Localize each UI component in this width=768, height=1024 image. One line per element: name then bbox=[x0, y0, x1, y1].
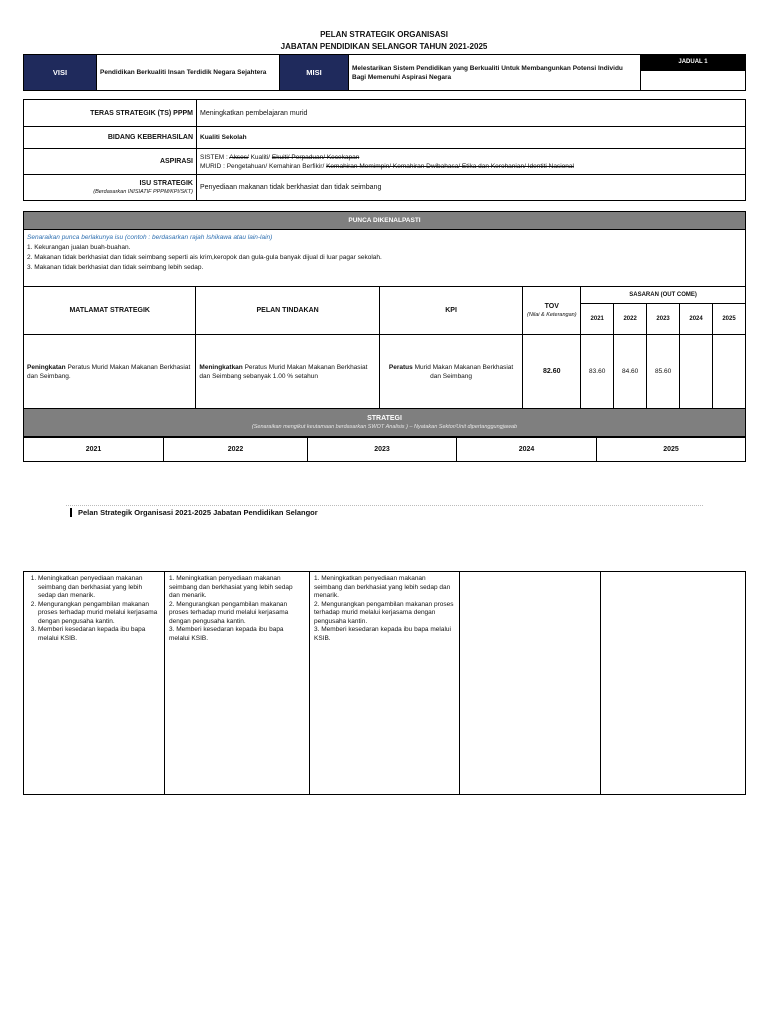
strategy-item: 3. Memberi kesedaran kepada ibu bapa melalui KSIB. bbox=[38, 626, 160, 643]
strategy-item: 2. Mengurangkan pengambilan makanan proses terhadap murid melalui kerjasama dengan pengusaha kantin. bbox=[314, 600, 454, 625]
target-year: 2021 bbox=[581, 304, 614, 335]
kpi-value: Peratus Murid Makan Makanan Berkhasiat dan Seimbang bbox=[379, 335, 523, 409]
strategi-header-cell bbox=[24, 409, 746, 437]
bidang-value: Kualiti Sekolah bbox=[197, 127, 746, 149]
strategy-item: 2. Mengurangkan pengambilan makanan proses terhadap murid melalui kerjasama dengan pengusaha kantin. bbox=[38, 601, 160, 627]
strategi-year: 2024 bbox=[457, 438, 597, 462]
page-footer: Pelan Strategik Organisasi 2021-2025 Jabatan Pendidikan Selangor bbox=[70, 508, 318, 517]
col-pelan: PELAN TINDAKAN bbox=[196, 287, 379, 335]
target-year: 2023 bbox=[647, 304, 680, 335]
strategy-item: 1. Meningkatkan penyediaan makanan seimbang dan berkhasiat yang lebih sedap dan menarik. bbox=[38, 575, 160, 601]
strategy-item: 2. Mengurangkan pengambilan makanan proses terhadap murid melalui kerjasama dengan pengusaha kantin. bbox=[169, 600, 289, 625]
punca-item: 1. Kekurangan jualan buah-buahan. bbox=[27, 244, 131, 251]
isu-value: Penyediaan makanan tidak berkhasiat dan tidak seimbang bbox=[197, 175, 746, 201]
col-kpi: KPI bbox=[379, 287, 523, 335]
strategi-year: 2021 bbox=[24, 438, 164, 462]
isu-sub: (Berdasarkan INISIATIF PPPM/KPI/SKT) bbox=[93, 188, 193, 195]
strategi-sub: (Senaraikan mengikut keutamaan berdasarkan SWOT Analisis ) – Nyatakan Sektor/Unit dipertanggungjawab bbox=[251, 423, 518, 430]
teras-label: TERAS STRATEGIK (TS) PPPM bbox=[24, 100, 197, 127]
info-table bbox=[23, 99, 746, 201]
isu-label: ISU STRATEGIK bbox=[139, 179, 193, 187]
strategy-detail-table bbox=[23, 571, 746, 795]
punca-item: 2. Makanan tidak berkhasiat dan tidak seimbang seperti ais krim,keropok dan gula-gula banyak dijual di luar pagar sekolah. bbox=[27, 254, 382, 261]
col-matlamat: MATLAMAT STRATEGIK bbox=[24, 287, 196, 335]
strategy-2023 bbox=[310, 572, 460, 795]
strategy-item: 1. Meningkatkan penyediaan makanan seimbang dan berkhasiat yang lebih sedap dan menarik. bbox=[314, 575, 451, 599]
strategi-year: 2023 bbox=[308, 438, 457, 462]
punca-body bbox=[24, 230, 746, 287]
target-value: 84.60 bbox=[614, 335, 647, 409]
strategi-years-table bbox=[23, 437, 746, 462]
punca-table bbox=[23, 211, 746, 437]
target-year: 2025 bbox=[713, 304, 746, 335]
tov-value: 82.60 bbox=[523, 335, 581, 409]
doc-subtitle: JABATAN PENDIDIKAN SELANGOR TAHUN 2021-2025 bbox=[280, 42, 488, 51]
isu-label-cell bbox=[24, 175, 197, 201]
aspirasi-murid: MURID : Pengetahuan/ Kemahiran Berfikir/ Kemahiran Memimpin/ Kemahiran Dwibahasa/ Etika dan Kerohanian/ Identiti Nasional bbox=[200, 162, 574, 170]
bidang-label: BIDANG KEBERHASILAN bbox=[24, 127, 197, 149]
target-year: 2022 bbox=[614, 304, 647, 335]
strategy-2022 bbox=[165, 572, 310, 795]
misi-text: Melestarikan Sistem Pendidikan yang Berkualiti Untuk Membangunkan Potensi Individu Bagi Memenuhi Aspirasi Negara bbox=[349, 55, 641, 91]
misi-label: MISI bbox=[280, 55, 349, 91]
aspirasi-value bbox=[197, 149, 746, 175]
strategy-2021 bbox=[24, 572, 165, 795]
doc-title: PELAN STRATEGIK ORGANISASI bbox=[320, 30, 448, 39]
aspirasi-sistem: SISTEM : Akses/ Kualiti/ Ekuiti/ Perpaduan/ Kecekapan bbox=[200, 153, 360, 161]
target-value: 85.60 bbox=[647, 335, 680, 409]
target-year: 2024 bbox=[680, 304, 713, 335]
visi-label: VISI bbox=[24, 55, 97, 91]
teras-value: Meningkatkan pembelajaran murid bbox=[197, 100, 746, 127]
page-divider bbox=[66, 505, 703, 506]
col-tov-cell bbox=[523, 287, 581, 335]
strategi-header: STRATEGI bbox=[367, 414, 402, 422]
visi-misi-table bbox=[23, 54, 746, 91]
punca-item: 3. Makanan tidak berkhasiat dan tidak seimbang lebih sedap. bbox=[27, 264, 204, 271]
strategy-item: 1. Meningkatkan penyediaan makanan seimbang dan berkhasiat yang lebih sedap dan menarik. bbox=[169, 575, 293, 599]
col-tov: TOV bbox=[544, 302, 559, 310]
col-tov-sub: (Nilai & Keterangan) bbox=[527, 311, 577, 318]
target-value: 83.60 bbox=[581, 335, 614, 409]
punca-hint: Senaraikan punca berlakunya isu (contoh : berdasarkan rajah Ishikawa atau lain-lain) bbox=[27, 234, 273, 241]
strategy-item: 3. Memberi kesedaran kepada ibu bapa melalui KSIB. bbox=[169, 626, 284, 642]
strategy-2024 bbox=[460, 572, 601, 795]
matlamat-value: Peningkatan Peratus Murid Makan Makanan Berkhasiat dan Seimbang. bbox=[24, 335, 196, 409]
pelan-value: Meningkatkan Peratus Murid Makan Makanan Berkhasiat dan Seimbang sebanyak 1.00 % setahun bbox=[196, 335, 379, 409]
target-value bbox=[680, 335, 713, 409]
visi-text: Pendidikan Berkualiti Insan Terdidik Negara Sejahtera bbox=[97, 55, 280, 91]
col-sasaran: SASARAN (OUT COME) bbox=[581, 287, 746, 304]
punca-header: PUNCA DIKENALPASTI bbox=[24, 212, 746, 230]
strategy-item: 3. Memberi kesedaran kepada ibu bapa melalui KSIB. bbox=[314, 626, 451, 642]
strategi-year: 2022 bbox=[164, 438, 308, 462]
jadual-label: JADUAL 1 bbox=[641, 55, 746, 71]
jadual-empty bbox=[641, 71, 746, 91]
target-value bbox=[713, 335, 746, 409]
strategy-2025 bbox=[601, 572, 746, 795]
strategi-year: 2025 bbox=[597, 438, 746, 462]
aspirasi-label: ASPIRASI bbox=[24, 149, 197, 175]
